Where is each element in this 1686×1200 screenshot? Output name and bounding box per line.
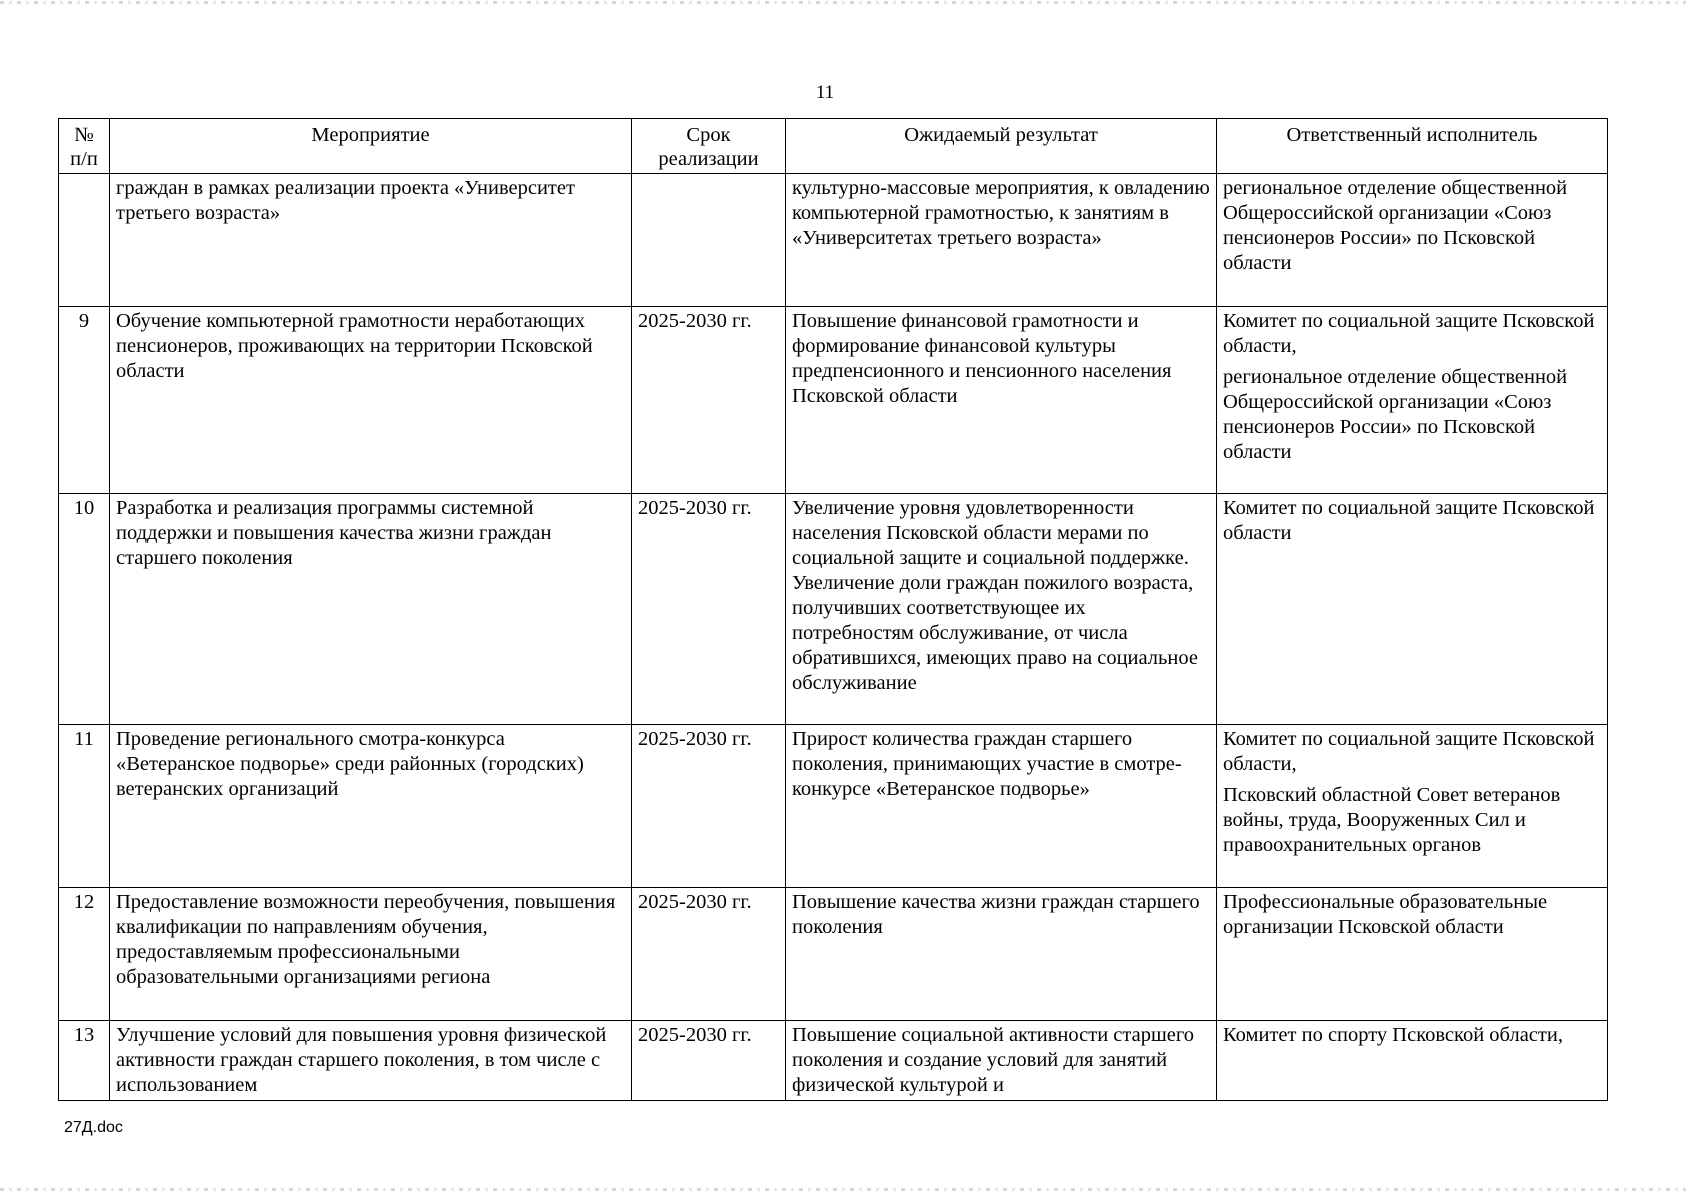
row-number: 11 bbox=[59, 725, 110, 888]
document-filename: 27Д.doc bbox=[64, 1119, 123, 1136]
row-result: Увеличение уровня удовлетворенности населения Псковской области мерами по социальной защите и социальной поддержке. Увеличение доли граждан пожилого возраста, получивших соответствующее их потребностям обслуживание, от числа обратившихся, имеющих право на социальное обслуживание bbox=[786, 494, 1217, 725]
executor-entry: Комитет по социальной защите Псковской области, bbox=[1223, 310, 1595, 357]
header-number: № п/п bbox=[59, 119, 110, 174]
table-row bbox=[59, 494, 1608, 725]
executor-entry: Комитет по социальной защите Псковской области bbox=[1223, 497, 1595, 544]
scan-edge-bottom bbox=[0, 1188, 1686, 1191]
executor-entry: региональное отделение общественной Общероссийской организации «Союз пенсионеров России» по Псковской области bbox=[1223, 366, 1568, 463]
row-number: 9 bbox=[59, 307, 110, 494]
scan-edge-top bbox=[0, 1, 1686, 4]
row-result: Повышение финансовой грамотности и формирование финансовой культуры предпенсионного и пенсионного населения Псковской области bbox=[786, 307, 1217, 494]
row-term: 2025-2030 гг. bbox=[632, 888, 786, 1021]
row-event: Обучение компьютерной грамотности неработающих пенсионеров, проживающих на территории Псковской области bbox=[110, 307, 632, 494]
page-number: 11 bbox=[815, 82, 835, 103]
row-result: Повышение качества жизни граждан старшего поколения bbox=[786, 888, 1217, 1021]
row-event: Разработка и реализация программы системной поддержки и повышения качества жизни граждан старшего поколения bbox=[110, 494, 632, 725]
row-term: 2025-2030 гг. bbox=[632, 494, 786, 725]
row-term: 2025-2030 гг. bbox=[632, 307, 786, 494]
row-executor bbox=[1217, 494, 1608, 725]
table-row bbox=[59, 307, 1608, 494]
header-result: Ожидаемый результат bbox=[786, 119, 1217, 174]
row-number: 10 bbox=[59, 494, 110, 725]
row-event: Улучшение условий для повышения уровня физической активности граждан старшего поколения, в том числе с использованием bbox=[110, 1021, 632, 1101]
header-term: Срок реализации bbox=[632, 119, 786, 174]
row-term: 2025-2030 гг. bbox=[632, 1021, 786, 1101]
table-header-row bbox=[59, 119, 1608, 174]
row-executor bbox=[1217, 174, 1608, 307]
row-number: 13 bbox=[59, 1021, 110, 1101]
row-executor bbox=[1217, 725, 1608, 888]
row-number: 12 bbox=[59, 888, 110, 1021]
executor-entry: Профессиональные образовательные организации Псковской области bbox=[1223, 891, 1548, 938]
executor-entry: региональное отделение общественной Общероссийской организации «Союз пенсионеров России» по Псковской области bbox=[1223, 177, 1568, 274]
events-table bbox=[58, 118, 1608, 1101]
row-event: Проведение регионального смотра-конкурса «Ветеранское подворье» среди районных (городских) ветеранских организаций bbox=[110, 725, 632, 888]
table-row bbox=[59, 1021, 1608, 1101]
executor-entry: Псковский областной Совет ветеранов войны, труда, Вооруженных Сил и правоохранительных органов bbox=[1223, 784, 1561, 856]
row-result: Прирост количества граждан старшего поколения, принимающих участие в смотре-конкурсе «Ветеранское подворье» bbox=[786, 725, 1217, 888]
executor-entry: Комитет по спорту Псковской области, bbox=[1223, 1024, 1563, 1046]
table-row bbox=[59, 725, 1608, 888]
row-executor bbox=[1217, 888, 1608, 1021]
row-term: 2025-2030 гг. bbox=[632, 725, 786, 888]
row-number bbox=[59, 174, 110, 307]
row-result: культурно-массовые мероприятия, к овладению компьютерной грамотностью, к занятиям в «Университетах третьего возраста» bbox=[786, 174, 1217, 307]
row-event: Предоставление возможности переобучения, повышения квалификации по направлениям обучения, предоставляемым профессиональными образовательными организациями региона bbox=[110, 888, 632, 1021]
table-row bbox=[59, 888, 1608, 1021]
row-executor bbox=[1217, 307, 1608, 494]
row-executor bbox=[1217, 1021, 1608, 1101]
header-executor: Ответственный исполнитель bbox=[1217, 119, 1608, 174]
row-event: граждан в рамках реализации проекта «Университет третьего возраста» bbox=[110, 174, 632, 307]
executor-entry: Комитет по социальной защите Псковской области, bbox=[1223, 728, 1595, 775]
header-event: Мероприятие bbox=[110, 119, 632, 174]
row-result: Повышение социальной активности старшего поколения и создание условий для занятий физической культурой и bbox=[786, 1021, 1217, 1101]
table-row bbox=[59, 174, 1608, 307]
row-term bbox=[632, 174, 786, 307]
